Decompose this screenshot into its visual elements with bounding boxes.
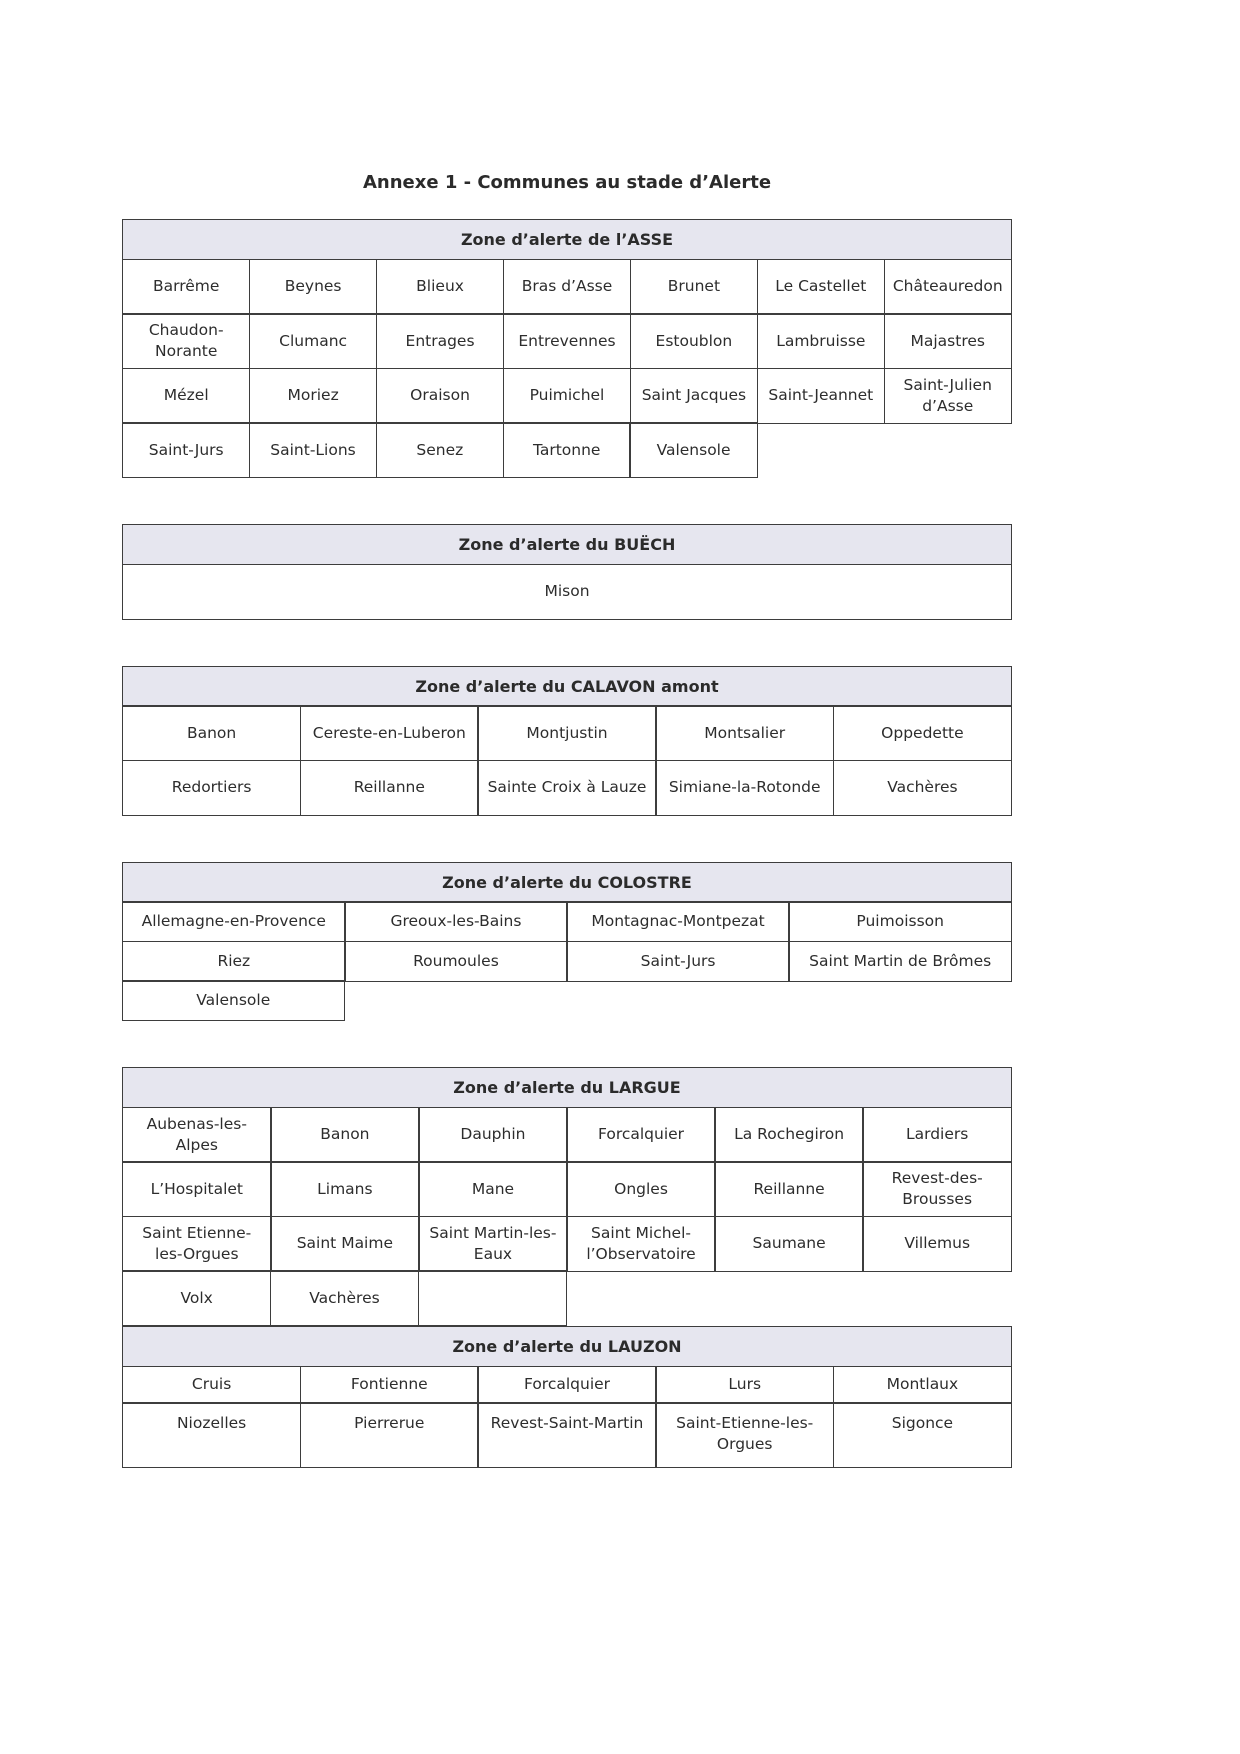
commune-cell: Senez (376, 422, 504, 478)
commune-cell: Pierrerue (300, 1402, 479, 1468)
table-row (122, 564, 1012, 620)
commune-cell: Entrevennes (503, 313, 631, 369)
commune-cell: Clumanc (249, 313, 377, 369)
commune-cell: Niozelles (122, 1402, 301, 1468)
commune-cell: Montagnac-Montpezat (566, 901, 790, 942)
commune-cell: Greoux-les-Bains (344, 901, 568, 942)
table-row (122, 941, 1012, 982)
commune-cell: Mane (418, 1161, 568, 1217)
commune-cell: Mézel (122, 368, 250, 424)
tables-container (122, 219, 1012, 1468)
commune-cell: Puimoisson (788, 901, 1012, 942)
commune-cell: Valensole (629, 422, 757, 478)
commune-cell: Tartonne (503, 422, 631, 478)
table-row (122, 1107, 1012, 1163)
table-row (122, 980, 345, 1021)
commune-cell: La Rochegiron (714, 1107, 864, 1163)
table-row (122, 422, 758, 478)
commune-cell: Fontienne (300, 1366, 479, 1404)
zone-table-calavon (122, 666, 1012, 816)
commune-cell: Simiane-la-Rotonde (655, 760, 834, 816)
commune-cell: Sainte Croix à Lauze (477, 760, 656, 816)
commune-cell: Banon (122, 705, 301, 761)
commune-cell: Moriez (249, 368, 377, 424)
commune-cell: Ongles (566, 1161, 716, 1217)
commune-cell: Aubenas-les-Alpes (122, 1107, 272, 1163)
commune-cell: Saint Maime (270, 1216, 420, 1272)
commune-cell: Montsalier (655, 705, 834, 761)
commune-cell: Oraison (376, 368, 504, 424)
table-row (122, 705, 1012, 761)
commune-cell: Puimichel (503, 368, 631, 424)
commune-cell: Le Castellet (757, 259, 885, 315)
commune-cell: Saint Michel-l’Observatoire (566, 1216, 716, 1272)
commune-cell: Cereste-en-Luberon (300, 705, 479, 761)
zone-table-header: Zone d’alerte du BUËCH (122, 524, 1012, 565)
commune-cell: Brunet (630, 259, 758, 315)
commune-cell: L’Hospitalet (122, 1161, 272, 1217)
commune-cell: Saint-Lions (249, 422, 377, 478)
commune-cell: Mison (122, 564, 1012, 620)
commune-cell: Valensole (122, 980, 345, 1021)
commune-cell: Banon (270, 1107, 420, 1163)
commune-cell: Montjustin (477, 705, 656, 761)
commune-cell: Volx (122, 1270, 271, 1326)
commune-cell: Beynes (249, 259, 377, 315)
commune-cell: Majastres (884, 313, 1012, 369)
commune-cell: Reillanne (714, 1161, 864, 1217)
table-row (122, 1270, 567, 1326)
commune-cell: Bras d’Asse (503, 259, 631, 315)
commune-cell: Forcalquier (477, 1366, 656, 1404)
table-row (122, 259, 1012, 315)
zone-table-asse (122, 219, 1012, 478)
table-row (122, 1402, 1012, 1468)
commune-cell: Saint-Julien d’Asse (884, 368, 1012, 424)
commune-cell: Saumane (714, 1216, 864, 1272)
commune-cell: Villemus (862, 1216, 1012, 1272)
table-row (122, 1366, 1012, 1404)
commune-cell: Limans (270, 1161, 420, 1217)
table-row (122, 368, 1012, 424)
page-title: Annexe 1 - Communes au stade d’Alerte (362, 172, 772, 193)
table-row (122, 313, 1012, 369)
commune-cell: Saint Martin de Brômes (788, 941, 1012, 982)
commune-cell: Barrême (122, 259, 250, 315)
zone-table-largue (122, 1067, 1012, 1326)
commune-cell: Forcalquier (566, 1107, 716, 1163)
commune-cell: Cruis (122, 1366, 301, 1404)
zone-table-header: Zone d’alerte de l’ASSE (122, 219, 1012, 260)
commune-cell: Lambruisse (757, 313, 885, 369)
table-row (122, 1216, 1012, 1272)
empty-cell (418, 1270, 567, 1326)
commune-cell: Châteauredon (884, 259, 1012, 315)
commune-cell: Roumoules (344, 941, 568, 982)
zone-table-header: Zone d’alerte du CALAVON amont (122, 666, 1012, 707)
zone-table-lauzon (122, 1326, 1012, 1468)
commune-cell: Lurs (655, 1366, 834, 1404)
commune-cell: Oppedette (833, 705, 1012, 761)
commune-cell: Chaudon-Norante (122, 313, 250, 369)
commune-cell: Montlaux (833, 1366, 1012, 1404)
commune-cell: Dauphin (418, 1107, 568, 1163)
commune-cell: Riez (122, 941, 346, 982)
commune-cell: Estoublon (630, 313, 758, 369)
zone-table-header: Zone d’alerte du LARGUE (122, 1067, 1012, 1108)
zone-table-buech (122, 524, 1012, 620)
commune-cell: Blieux (376, 259, 504, 315)
table-row (122, 760, 1012, 816)
commune-cell: Sigonce (833, 1402, 1012, 1468)
commune-cell: Saint Martin-les-Eaux (418, 1216, 568, 1272)
commune-cell: Vachères (833, 760, 1012, 816)
zone-table-colostre (122, 862, 1012, 1022)
commune-cell: Saint-Jeannet (757, 368, 885, 424)
commune-cell: Vachères (270, 1270, 419, 1326)
table-row (122, 901, 1012, 942)
commune-cell: Saint-Jurs (566, 941, 790, 982)
commune-cell: Revest-Saint-Martin (477, 1402, 656, 1468)
commune-cell: Entrages (376, 313, 504, 369)
commune-cell: Saint Etienne-les-Orgues (122, 1216, 272, 1272)
commune-cell: Lardiers (862, 1107, 1012, 1163)
document-page (122, 0, 1012, 1468)
table-row (122, 1161, 1012, 1217)
commune-cell: Allemagne-en-Provence (122, 901, 346, 942)
commune-cell: Saint-Jurs (122, 422, 250, 478)
zone-table-header: Zone d’alerte du COLOSTRE (122, 862, 1012, 903)
commune-cell: Revest-des-Brousses (862, 1161, 1012, 1217)
commune-cell: Reillanne (300, 760, 479, 816)
zone-table-header: Zone d’alerte du LAUZON (122, 1326, 1012, 1367)
commune-cell: Saint-Etienne-les-Orgues (655, 1402, 834, 1468)
commune-cell: Redortiers (122, 760, 301, 816)
commune-cell: Saint Jacques (630, 368, 758, 424)
